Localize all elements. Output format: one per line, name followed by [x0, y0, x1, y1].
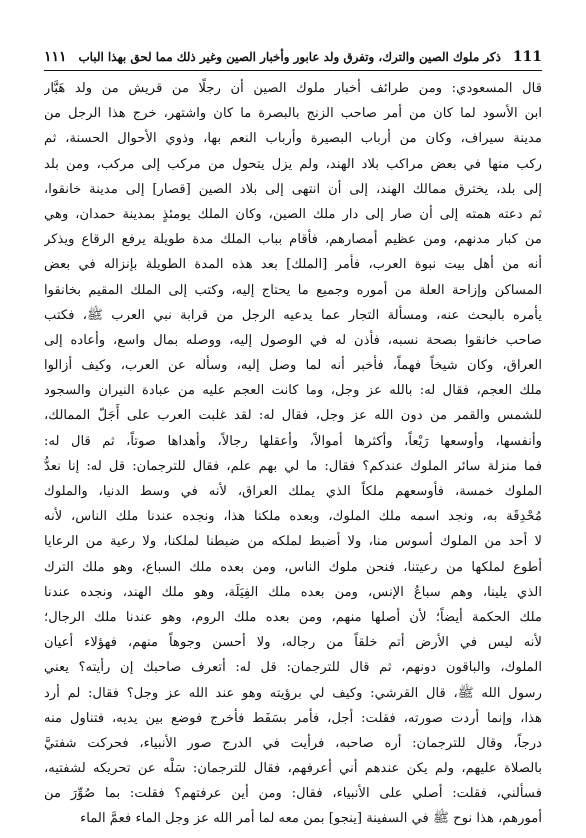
text-line: صاحب خانقوا بصحة نسبه، فأذن له في الوصول إليه، ووصله بمال واسع، وأعاده إلى: [44, 332, 542, 348]
text-line: للشمس والقمر من دون الله عز وجل، فقال له: لقد غلبت العرب على أَجَلّ الممالك،: [44, 408, 542, 424]
text-line: مدينة سيراف، وكان من أرباب البصيرة وأرباب النعم بها، وذوي الأحوال الحسنة، ثم: [44, 131, 542, 147]
body-text: [44, 76, 542, 832]
text-line: ابن الأسود لما كان من أمر صاحب الزنج بالبصرة ما كان واشتهر، خرج هذا الرجل من: [44, 106, 542, 122]
text-line: هذا، وإنما أردت صورته، فقلت: أجل، فأمر بسَفَط فأخرج فوضع بين يديه، فتناول منه: [44, 710, 542, 726]
text-line: قال المسعودي: ومن طرائف أخبار ملوك الصين أن رجلًا من قريش من ولد هَبَّار: [44, 81, 542, 96]
text-line: فسألني، فقلت: أصلي على الأنبياء، فقال: ومن أين عرفتهم؟ فقلت: بما صُوِّرَ من: [44, 786, 542, 802]
text-line: أمورهم، هذا نوح ﷺ في السفينة [ينجو] بمن معه لما أمر الله عز وجل الماء فعمَّ الماء: [80, 811, 542, 827]
text-line: أنه من أهل بيت نبوة العرب، فأمر [الملك] بعد هذه المدة الطويلة بإنزاله في بعض: [44, 257, 542, 273]
text-line: ملك الحكمة أيضاً؛ لأن أصلها منهم، ومن بعده ملك الروم، وهو عندنا ملك الرجال؛: [44, 609, 542, 625]
text-line: مُحْدِقَة به، ونجد اسمه ملك الملوك، وبعده ملكنا هذا، ونجده عندنا ملك الناس، لأنه: [44, 509, 542, 525]
text-line: درجاً، وقال للترجمان: أره صاحبه، فرأيت في الدرج صور الأنبياء، فحركت شفتيَّ: [44, 735, 542, 751]
text-line: فما منزلة سائر الملوك عندكم؟ فقال: ما لي بهم علم، فقال للترجمان: قل له: إنا نعدُّ: [44, 458, 542, 474]
text-line: أطوع لملكها من رعيتنا، فنحن ملوك الناس، ومن بعده ملك السباع، وهو ملك الترك: [44, 559, 542, 575]
text-line: لا أحد من الملوك أسوس منا، ولا أضبط لملكه من ضبطنا لملكنا، ولا رعية من الرعايا: [44, 534, 542, 550]
text-line: المساكن وإزاحة العلة من أموره وجميع ما يحتاج إليه، وكتب إلى الملك المقيم بخانقوا: [44, 282, 542, 298]
text-line: الذي يلينا، وهم سباعُ الإنس، ومن بعده ملك الفِيَلَة، وهو ملك الهند، ونجده عندنا: [44, 584, 542, 600]
text-line: إلى بلد، يخترق ممالك الهند، إلى أن انتهى إلى بلاد الصين [قصار] إلى مدينة خانقوا،: [44, 181, 542, 197]
running-header: [44, 44, 542, 70]
text-line: ملك العجم، فقال له: بالله عز وجل، وما كانت العجم عليه من عبادة النيران والسجود: [44, 383, 542, 399]
text-line: وأنفسها، وأوسعها رَيْعاً، وأكثرها أموالاً، وأعقلها رجالاً، وأهداها صوتاً، ثم قال له:: [44, 433, 542, 449]
text-line: من كبار مدنهم، ومن عظيم أمصارهم، فأقام بباب الملك مدة طويلة يرفع الرقاع ويذكر: [44, 232, 542, 248]
header-rule: [44, 70, 542, 71]
text-line: العراق، وكان شيخاً فهماً، فأخبر أنه لما وصل إليه، وسأله عن العرب، وكيف أزالوا: [44, 358, 542, 374]
text-line: الملوك، والباقون دونهم، ثم قال للترجمان: قل له: أتعرف صاحبك إن رأيته؟ يعني: [44, 660, 542, 676]
running-title: ذكر ملوك الصين والترك، وتفرق ولد عابور وأخبار الصين وغير ذلك مما لحق بهذا الباب: [78, 50, 501, 64]
text-line: الملوك خمسة، فأوسعهم ملكاً الذي يملك العراق، لأنه في وسط الدنيا، والملوك: [44, 484, 542, 499]
text-line: ركب منها في بعض مراكب بلاد الهند، ولم يزل يتحول من مركب إلى مركب، ومن بلد: [44, 156, 542, 172]
text-line: بالصلاة عليهم، ولم يكن عندهم أني أعرفهم، فقال للترجمان: سَلْه عن تحريكه لشفتيه،: [44, 761, 542, 777]
text-line: يأمره بالبحث عنه، ومسألة التجار عما يدعيه الرجل من قرابة نبي العرب ﷺ، فكتب: [44, 307, 542, 323]
text-line: ثم دعته همته إلى أن صار إلى دار ملك الصين، وكان الملك يومئذٍ بمدينة حمدان، وهي: [44, 206, 542, 222]
page-number-left: ١١١: [44, 49, 67, 65]
text-line: رسول الله ﷺ، قال القرشي: وكيف لي برؤيته وهو عند الله عز وجل؟ فقال: لم أرد: [44, 685, 542, 701]
page-number-right: 111: [512, 49, 542, 65]
text-line: لأنه ليس في الأرض أتم خلقاً من رجاله، ولا أحسن وجوهاً منهم، فهؤلاء أعيان: [44, 635, 542, 651]
